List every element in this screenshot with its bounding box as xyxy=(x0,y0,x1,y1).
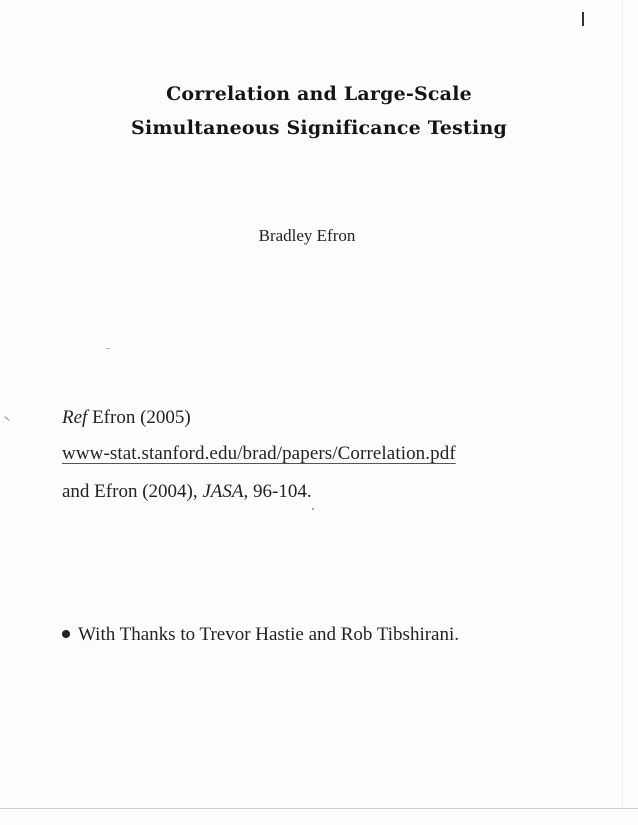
scan-speck xyxy=(106,348,110,349)
scan-speck xyxy=(312,508,314,510)
reference-url-link[interactable]: www-stat.stanford.edu/brad/papers/Correlation.pdf xyxy=(62,443,456,464)
scan-edge-bottom xyxy=(0,808,638,809)
reference-line-3 xyxy=(62,481,312,503)
reference-citation-2004: and Efron (2004), xyxy=(62,481,203,502)
reference-journal: JASA xyxy=(202,481,244,502)
scan-edge-right xyxy=(622,0,623,808)
title-line-1: Correlation and Large-Scale xyxy=(166,83,472,105)
bullet-icon xyxy=(62,630,70,638)
acknowledgement-item xyxy=(62,624,459,646)
acknowledgement-text: With Thanks to Trevor Hastie and Rob Tibshirani. xyxy=(78,624,460,645)
author-name: Bradley Efron xyxy=(258,226,356,245)
scan-corner-mark xyxy=(582,12,584,26)
reference-line-1 xyxy=(62,407,191,429)
reference-citation-2005: Efron (2005) xyxy=(87,407,191,428)
reference-line-2 xyxy=(62,443,456,465)
reference-pages: , 96-104. xyxy=(243,481,312,502)
reference-prefix: Ref xyxy=(62,407,88,428)
scan-speck xyxy=(4,416,9,421)
title-line-2: Simultaneous Significance Testing xyxy=(131,117,507,139)
